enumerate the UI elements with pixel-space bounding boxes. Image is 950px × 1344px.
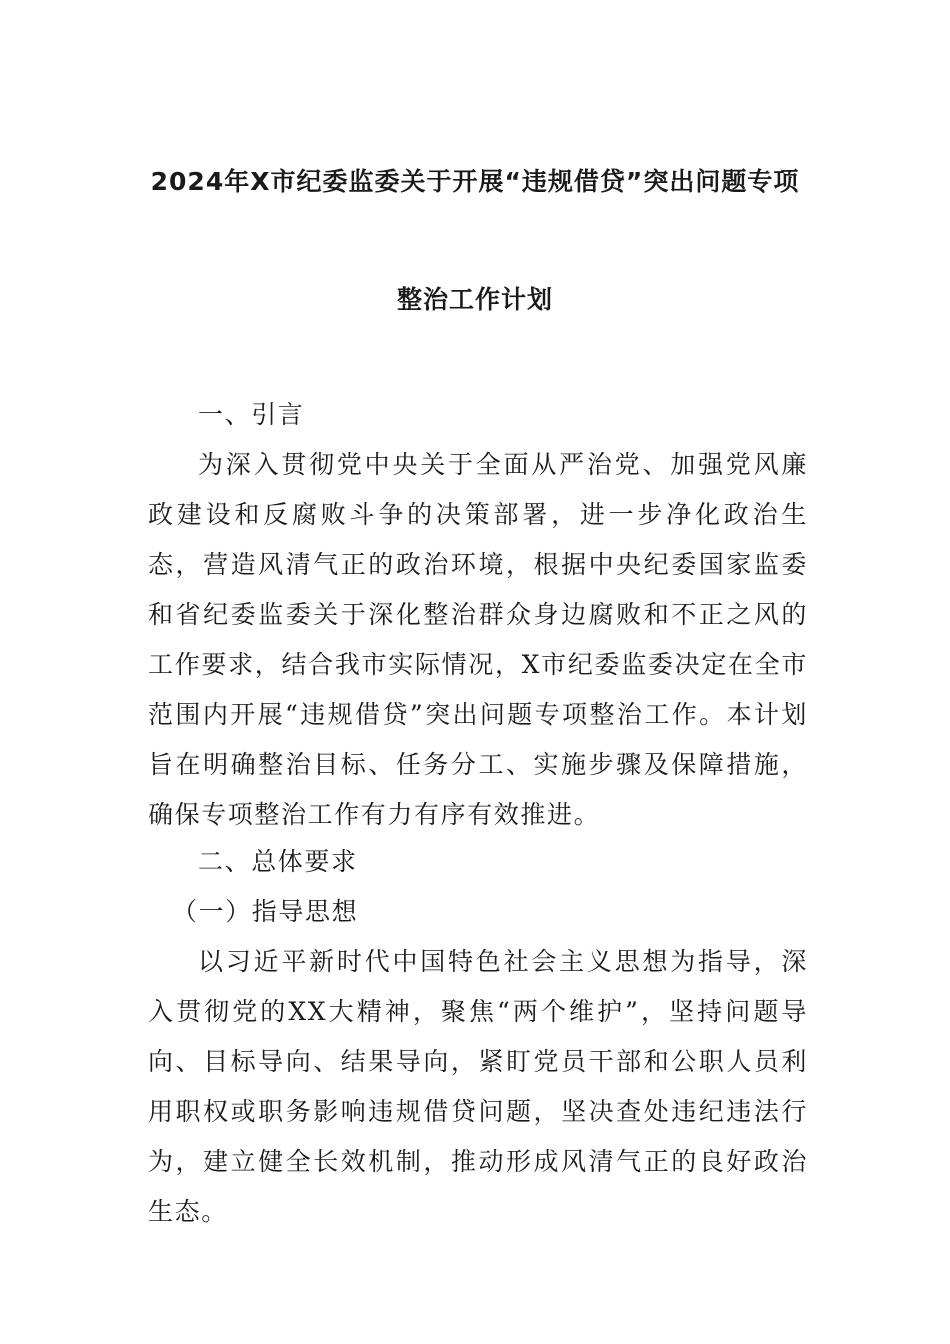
guiding-ideology-paragraph: 以习近平新时代中国特色社会主义思想为指导，深入贯彻党的XX大精神，聚焦“两个维护”，坚持问题导向、目标导向、结果导向，紧盯党员干部和公职人员利用职权或职务影响违规借贷问题，坚决查处违纪违法行为，建立健全长效机制，推动形成风清气正的良好政治生态。 [148,947,808,1226]
subsection-heading-guiding-ideology: （一）指导思想 [172,897,359,926]
section-heading-introduction: 一、引言 [198,400,305,429]
document-title-line-1: 2024年X市纪委监委关于开展“违规借贷”突出问题专项 [150,167,800,196]
introduction-paragraph: 为深入贯彻党中央关于全面从严治党、加强党风廉政建设和反腐败斗争的决策部署，进一步净化政治生态，营造风清气正的政治环境，根据中央纪委国家监委和省纪委监委关于深化整治群众身边腐败和不正之风的工作要求，结合我市实际情况，X市纪委监委决定在全市范围内开展“违规借贷”突出问题专项整治工作。本计划旨在明确整治目标、任务分工、实施步骤及保障措施，确保专项整治工作有力有序有效推进。 [148,450,808,829]
section-heading-general-requirements: 二、总体要求 [198,847,358,876]
document-title-line-2: 整治工作计划 [396,285,553,314]
